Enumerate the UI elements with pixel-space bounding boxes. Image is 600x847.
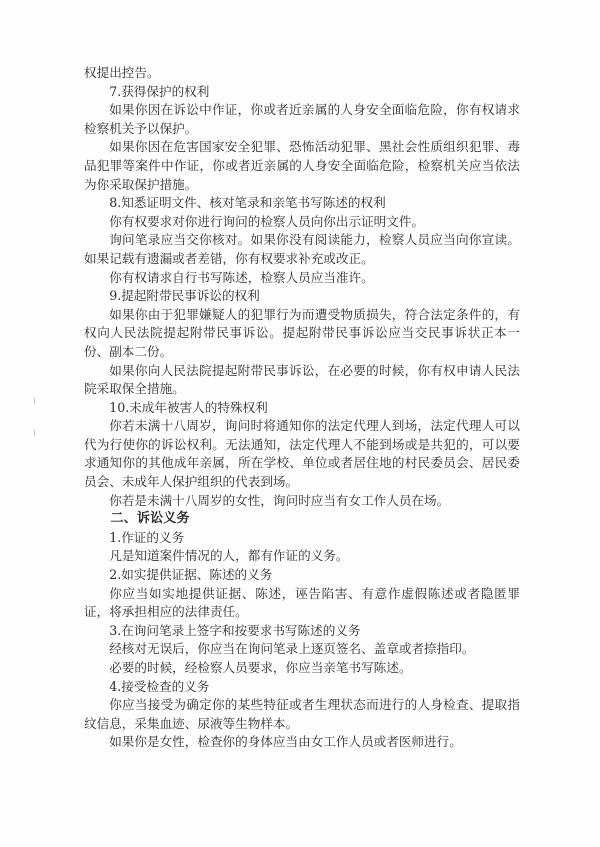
right-9-heading: 9.提起附带民事诉讼的权利 [109, 288, 260, 304]
body-paragraph: 你有权要求对你进行询问的检察人员向你出示证明文件。 [109, 213, 425, 229]
obligation-4-heading: 4.接受检查的义务 [109, 678, 210, 694]
document-body [84, 64, 520, 752]
binding-mark [34, 430, 35, 436]
obligation-2-heading: 2.如实提供证据、陈述的义务 [109, 567, 273, 583]
body-paragraph: 如果你是女性，检查你的身体应当由女工作人员或者医师进行。 [109, 734, 462, 750]
body-paragraph: 你若是未满十八周岁的女性，询问时应当有女工作人员在场。 [109, 492, 450, 508]
body-paragraph: 你有权请求自行书写陈述，检察人员应当准许。 [109, 269, 374, 285]
body-paragraph: 询问笔录应当交你核对。如果你没有阅读能力，检察人员应当向你宣读。如果记载有遗漏或者差错，你有权要求补充或改正。 [84, 232, 520, 266]
body-paragraph: 凡是知道案件情况的人，都有作证的义务。 [109, 548, 349, 564]
right-10-heading: 10.未成年被害人的特殊权利 [109, 399, 268, 415]
right-7-heading: 7.获得保护的权利 [109, 83, 210, 99]
body-paragraph: 你若未满十八周岁，询问时将通知你的法定代理人到场，法定代理人可以代为行使你的诉讼权利。无法通知，法定代理人不能到场或是共犯的，可以要求通知你的其他成年亲属，所在学校、单位或者居住地的村民委员会、居民委员会、未成年人保护组织的代表到场。 [84, 418, 520, 490]
body-paragraph: 如果你因在诉讼中作证，你或者近亲属的人身安全面临危险，你有权请求检察机关予以保护。 [84, 102, 520, 136]
section-heading-obligations: 二、诉讼义务 [110, 511, 190, 527]
body-paragraph: 必要的时候，经检察人员要求，你应当亲笔书写陈述。 [109, 660, 412, 675]
obligation-1-heading: 1.作证的义务 [109, 529, 185, 545]
body-paragraph: 如果你因在危害国家安全犯罪、恐怖活动犯罪、黑社会性质组织犯罪、毒品犯罪等案件中作证，你或者近亲属的人身安全面临危险，检察机关应当依法为你采取保护措施。 [84, 139, 520, 192]
body-paragraph: 你应当接受为确定你的某些特征或者生理状态而进行的人身检查、提取指纹信息，采集血迹、尿液等生物样本。 [84, 697, 520, 731]
body-paragraph: 如果你由于犯罪嫌疑人的犯罪行为而遭受物质损失，符合法定条件的，有权向人民法院提起附带民事诉讼。提起附带民事诉讼应当交民事诉状正本一份、副本二份。 [84, 306, 520, 359]
obligation-3-heading: 3.在询问笔录上签字和按要求书写陈述的义务 [109, 622, 361, 638]
body-paragraph: 如果你向人民法院提起附带民事诉讼，在必要的时候，你有权申请人民法院采取保全措施。 [84, 362, 520, 397]
binding-mark [34, 398, 35, 404]
body-paragraph: 你应当如实地提供证据、陈述，诬告陷害、有意作虚假陈述或者隐匿罪证，将承担相应的法律责任。 [84, 585, 520, 620]
body-paragraph: 经核对无误后，你应当在询问笔录上逐页签名、盖章或者捺指印。 [109, 641, 475, 657]
right-8-heading: 8.知悉证明文件、核对笔录和亲笔书写陈述的权利 [109, 195, 386, 211]
continuation-text: 权提出控告。 [84, 65, 160, 80]
